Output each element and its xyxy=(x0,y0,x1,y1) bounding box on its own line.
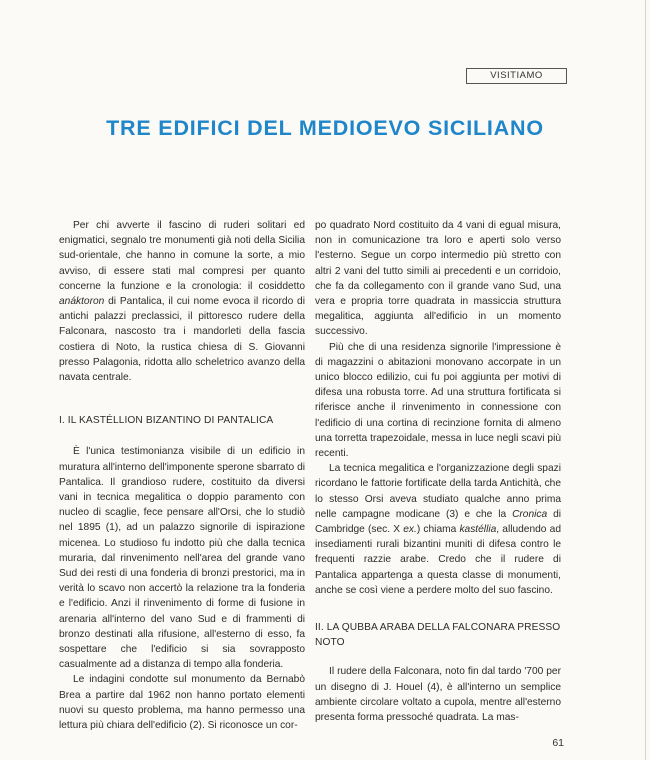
page-number: 61 xyxy=(552,737,564,749)
article-title: TRE EDIFICI DEL MEDIOEVO SICILIANO xyxy=(106,116,544,140)
paragraph: La tecnica megalitica e l'organizzazione degli spazi ricordano le fattorie fortificate della tarda Antichità, che lo stesso Orsi aveva studiato qualche anno prima nelle campagne modicane (3) e che la Cronica di Cambridge (sec. X ex.) chiama kastéllia, alludendo ad insediamenti rurali bizantini muniti di difesa contro le frequenti razzie arabe. Credo che il rudere di Pantalica appartenga a questa classe di monumenti, anche se così viene a perdere molto del suo fascino. xyxy=(315,463,562,596)
paragraph: Le indagini condotte sul monumento da Bernabò Brea a partire dal 1962 non hanno portato elementi nuovi su questo problema, ma hanno permesso una lettura più chiara dell'edificio (2). Si riconosce un cor- xyxy=(59,674,305,732)
paragraph: Più che di una residenza signorile l'impressione è di magazzini o abitazioni monovano accorpate in un unico blocco edilizio, cui fu poi aggiunta per motivi di difesa una robusta torre. Ad una struttura fortificata si riferisce anche il rinvenimento in connessione con l'edificio di una cortina di recinzione fornita di almeno una torretta trapezoidale, messa in luce negli scavi più recenti. xyxy=(315,341,561,460)
paragraph: Il rudere della Falconara, noto fin dal tardo '700 per un disegno di J. Houel (4), è all'interno un semplice ambiente circolare voltato a cupola, mentre all'esterno presenta forma pressoché quadrata. La mas- xyxy=(315,666,561,724)
intro-paragraph: Per chi avverte il fascino di ruderi solitari ed enigmatici, segnalo tre monumenti già noti della Sicilia sud-orientale, che hanno in comune la sorte, a mio avviso, di essere stati mal compresi per quanto concerne la funzione e la cronologia: il cosiddetto anáktoron di Pantalica, il cui nome evoca il ricordo di antichi palazzi preclassici, il pittoresco rudere della Falconara, nascosto tra i mandorleti della fascia costiera di Noto, la rustica chiesa di S. Giovanni presso Palagonia, ridotta allo scheletrico avanzo della navata centrale. xyxy=(59,220,305,384)
paragraph: È l'unica testimonianza visibile di un edificio in muratura all'interno dell'imponente sperone sbarrato di Pantalica. Il grandioso rudere, costituito da diversi vani in tecnica megalitica o doppio paramento con nucleo di scaglie, fece pensare all'Orsi, che lo studiò nel 1895 (1), ad un palazzo signorile di ispirazione micenea. Lo studioso fu indotto più che dalla tecnica muraria, dal rinvenimento nell'area del grande vano Sud dei resti di una fonderia di bronzi prestorici, ma in verità lo scavo non accertò la relazione tra la fonderia e l'edificio. Anzi il rinvenimento di forme di fusione in arenaria all'interno del vano Sud e di frammenti di bronzo destinati alla rifusione, all'esterno di esso, fa sospettare che l'edificio si sia sovrapposto casualmente ad a distanza di tempo alla fonderia. xyxy=(59,446,305,671)
page-edge xyxy=(645,0,646,760)
left-column xyxy=(59,218,305,733)
section-tag: VISITIAMO xyxy=(466,68,567,84)
section-heading-1: I. IL KASTÉLLION BIZANTINO DI PANTALICA xyxy=(59,415,274,427)
right-column xyxy=(315,218,561,725)
section-heading-2: II. LA QUBBA ARABA DELLA FALCONARA PRESSO NOTO xyxy=(315,622,561,649)
paragraph: po quadrato Nord costituito da 4 vani di egual misura, non in comunicazione tra loro e aperti solo verso l'esterno. Segue un corpo intermedio più stretto con altri 2 vani del tutto simili ai precedenti e un corridoio, che fa da collegamento con il grande vano Sud, una vera e propria torre quadrata in massiccia struttura megalitica, aggiunta all'edificio in un momento successivo. xyxy=(315,220,561,338)
